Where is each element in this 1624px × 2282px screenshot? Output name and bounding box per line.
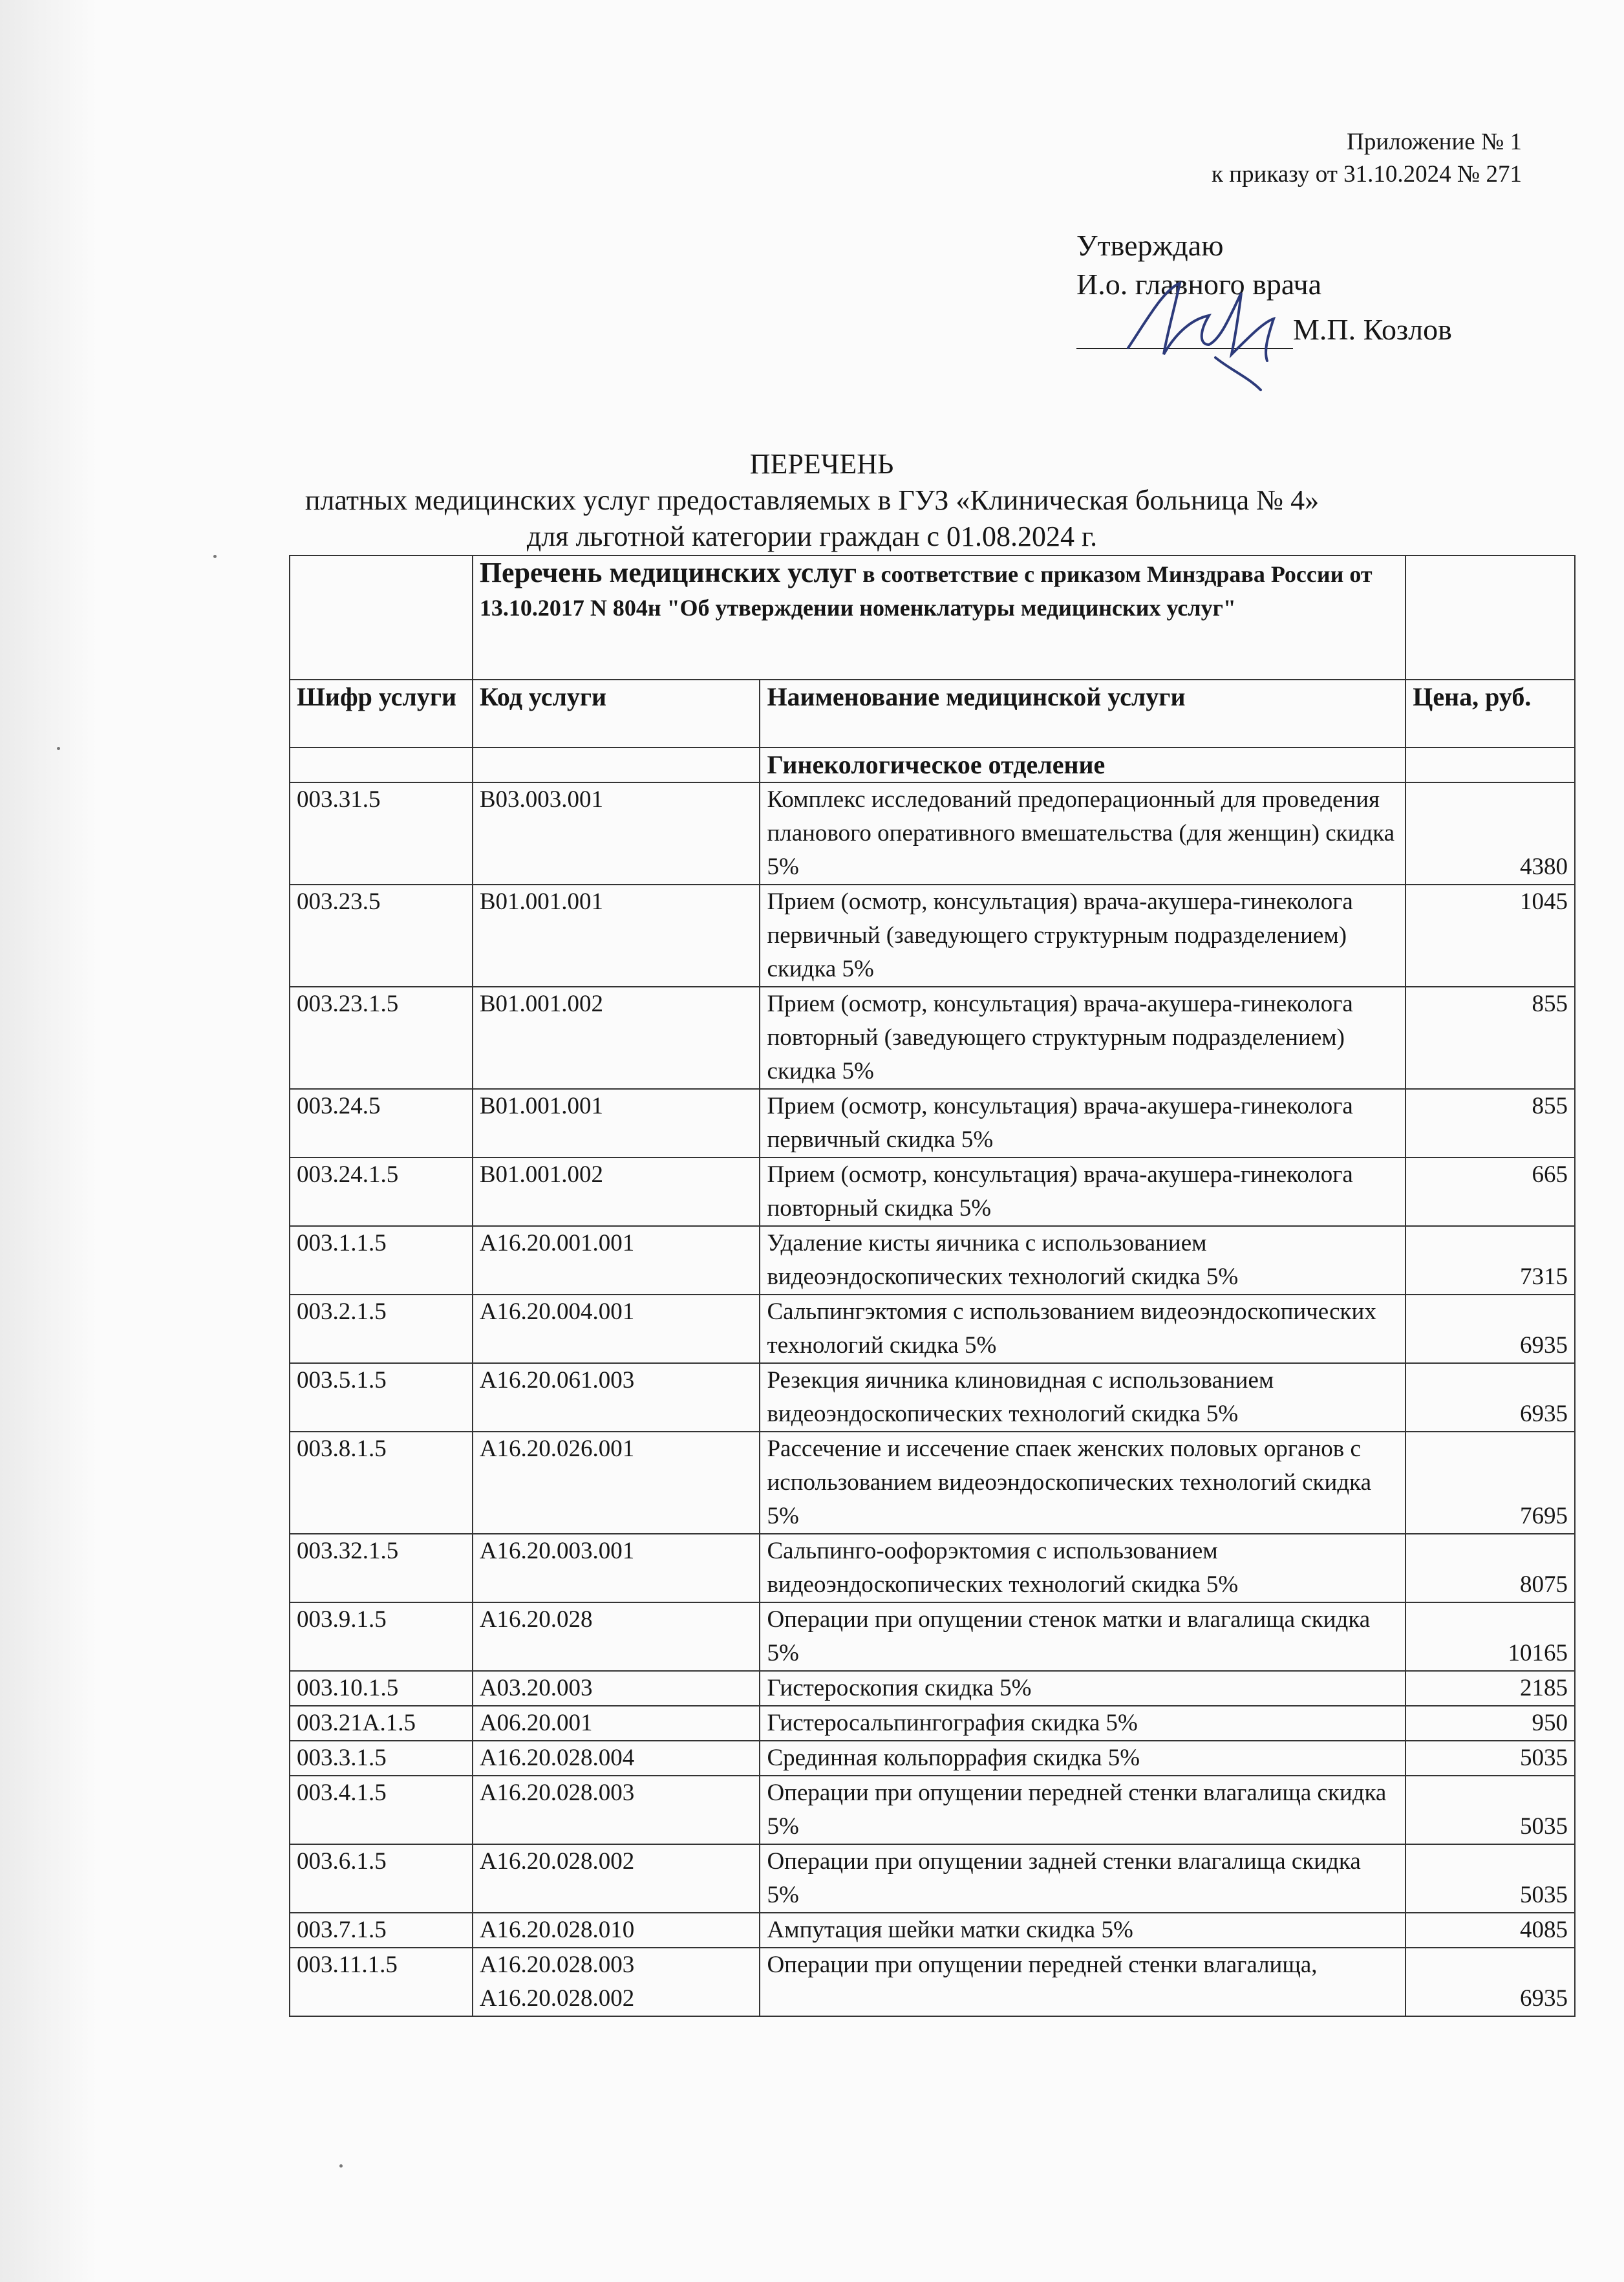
code-value: B03.003.001: [479, 786, 604, 813]
cell-cipher: 003.6.1.5: [290, 1844, 473, 1913]
code-value: A16.20.028.003: [479, 1952, 635, 1978]
cell-service-name: Рассечение и иссечение спаек женских половых органов с использованием видеоэндоскопических технологий скидка 5%: [760, 1432, 1405, 1534]
cell-cipher: 003.7.1.5: [290, 1913, 473, 1948]
cell-code: [473, 1602, 760, 1671]
col-header-cipher: Шифр услуги: [290, 680, 473, 748]
cell-price: 10165: [1405, 1602, 1575, 1671]
cell-service-name: Операции при опущении стенок матки и влагалища скидка 5%: [760, 1602, 1405, 1671]
table-row: [290, 1706, 1575, 1741]
annex-reference: [1212, 126, 1522, 191]
table-row: [290, 1671, 1575, 1706]
code-value: A16.20.001.001: [479, 1230, 635, 1256]
signature-line: [1076, 309, 1452, 349]
code-value: A16.20.004.001: [479, 1298, 635, 1325]
cell-price: 4085: [1405, 1913, 1575, 1948]
col-header-code: Код услуги: [473, 680, 760, 748]
table-row: [290, 1295, 1575, 1363]
annex-order: к приказу от 31.10.2024 № 271: [1212, 161, 1522, 188]
cell-cipher: 003.8.1.5: [290, 1432, 473, 1534]
scan-speck: [57, 747, 60, 750]
column-header-row: [290, 680, 1575, 748]
cell-price: 8075: [1405, 1534, 1575, 1602]
cell-cipher: 003.10.1.5: [290, 1671, 473, 1706]
cell-price: 7315: [1405, 1226, 1575, 1295]
title-heading: ПЕРЕЧЕНЬ: [749, 448, 894, 480]
signature-underline: [1076, 309, 1293, 349]
title-line-2: платных медицинских услуг предоставляемых в ГУЗ «Клиническая больница № 4»: [304, 484, 1320, 516]
col-header-name: Наименование медицинской услуги: [760, 680, 1405, 748]
table-row: [290, 782, 1575, 885]
scan-edge-shadow: [0, 0, 97, 2282]
cell-service-name: Сальпинго-оофорэктомия с использованием видеоэндоскопических технологий скидка 5%: [760, 1534, 1405, 1602]
section-title: Гинекологическое отделение: [760, 748, 1405, 782]
cell-service-name: Операции при опущении передней стенки влагалища скидка 5%: [760, 1776, 1405, 1844]
table-row: [290, 1432, 1575, 1534]
code-value: A16.20.028.003: [479, 1780, 635, 1806]
cell-code: [473, 1295, 760, 1363]
approve-word: Утверждаю: [1076, 229, 1224, 262]
cell-code: [473, 1534, 760, 1602]
table-row: [290, 1602, 1575, 1671]
code-value: A16.20.028.004: [479, 1745, 635, 1771]
code-value: A16.20.028: [479, 1606, 593, 1633]
code-value: A06.20.001: [479, 1710, 593, 1736]
cell-price: 4380: [1405, 782, 1575, 885]
table-row: [290, 1089, 1575, 1157]
cell-cipher: 003.31.5: [290, 782, 473, 885]
cell-service-name: Сальпингэктомия с использованием видеоэндоскопических технологий скидка 5%: [760, 1295, 1405, 1363]
cell-code: [473, 987, 760, 1089]
cell-service-name: Прием (осмотр, консультация) врача-акушера-гинеколога повторный (заведующего структурным подразделением) скидка 5%: [760, 987, 1405, 1089]
cell-price: 2185: [1405, 1671, 1575, 1706]
cell-code: [473, 1844, 760, 1913]
cell-cipher: 003.23.1.5: [290, 987, 473, 1089]
table-row: [290, 1157, 1575, 1226]
table-row: [290, 1844, 1575, 1913]
cell-cipher: 003.11.1.5: [290, 1948, 473, 2016]
approval-block: [1076, 226, 1452, 349]
cell-price: 855: [1405, 987, 1575, 1089]
handwritten-signature: [1102, 274, 1316, 396]
table-row: [290, 885, 1575, 987]
table-row: [290, 1913, 1575, 1948]
cell-cipher: 003.5.1.5: [290, 1363, 473, 1432]
code-value-2: A16.20.028.002: [479, 1985, 635, 2012]
cell-cipher: 003.3.1.5: [290, 1741, 473, 1776]
cell-service-name: Операции при опущении передней стенки влагалища,: [760, 1948, 1405, 2016]
cell-service-name: Прием (осмотр, консультация) врача-акушера-гинеколога первичный (заведующего структурным подразделением) скидка 5%: [760, 885, 1405, 987]
caption-main: Перечень медицинских услуг: [479, 557, 857, 588]
table-caption: [473, 555, 1405, 680]
code-value: A16.20.061.003: [479, 1367, 635, 1394]
scan-speck: [339, 2164, 343, 2168]
cell-service-name: Прием (осмотр, консультация) врача-акушера-гинеколога повторный скидка 5%: [760, 1157, 1405, 1226]
cell-cipher: 003.24.1.5: [290, 1157, 473, 1226]
cell-service-name: Срединная кольпоррафия скидка 5%: [760, 1741, 1405, 1776]
code-value: B01.001.002: [479, 991, 604, 1017]
cell-price: 6935: [1405, 1363, 1575, 1432]
cell-price: 6935: [1405, 1295, 1575, 1363]
cell-code: [473, 1432, 760, 1534]
price-table: [289, 555, 1576, 2017]
code-value: A16.20.026.001: [479, 1436, 635, 1462]
caption-rest: в соответствие с приказом Минздрава России от 13.10.2017 N 804н "Об утверждении номенклатуры медицинских услуг": [479, 561, 1373, 621]
cell-code: [473, 1948, 760, 2016]
cell-price: 950: [1405, 1706, 1575, 1741]
table-row: [290, 987, 1575, 1089]
table-row: [290, 1776, 1575, 1844]
col-header-price: Цена, руб.: [1405, 680, 1575, 748]
title-line-3: для льготной категории граждан с 01.08.2024 г.: [526, 521, 1098, 552]
cell-price: 5035: [1405, 1741, 1575, 1776]
table-row: [290, 1534, 1575, 1602]
annex-number: Приложение № 1: [1347, 129, 1522, 155]
cell-code: [473, 1363, 760, 1432]
section-row: [290, 748, 1575, 782]
cell-code: [473, 1157, 760, 1226]
cell-cipher: 003.1.1.5: [290, 1226, 473, 1295]
cell-code: [473, 1226, 760, 1295]
table-row: [290, 1948, 1575, 2016]
cell-service-name: Ампутация шейки матки скидка 5%: [760, 1913, 1405, 1948]
cell-price: 665: [1405, 1157, 1575, 1226]
table-row: [290, 1363, 1575, 1432]
cell-service-name: Резекция яичника клиновидная с использованием видеоэндоскопических технологий скидка 5%: [760, 1363, 1405, 1432]
cell-service-name: Комплекс исследований предоперационный для проведения планового оперативного вмешательства (для женщин) скидка 5%: [760, 782, 1405, 885]
approver-name: М.П. Козлов: [1293, 313, 1452, 346]
cell-code: [473, 1706, 760, 1741]
cell-cipher: 003.9.1.5: [290, 1602, 473, 1671]
cell-price: 855: [1405, 1089, 1575, 1157]
cell-cipher: 003.2.1.5: [290, 1295, 473, 1363]
table-caption-row: [290, 555, 1575, 680]
code-value: A03.20.003: [479, 1675, 593, 1701]
cell-cipher: 003.21A.1.5: [290, 1706, 473, 1741]
cell-service-name: Операции при опущении задней стенки влагалища скидка 5%: [760, 1844, 1405, 1913]
cell-cipher: 003.32.1.5: [290, 1534, 473, 1602]
cell-price: 5035: [1405, 1776, 1575, 1844]
cell-code: [473, 1671, 760, 1706]
code-value: B01.001.001: [479, 1093, 604, 1119]
cell-service-name: Удаление кисты яичника с использованием видеоэндоскопических технологий скидка 5%: [760, 1226, 1405, 1295]
cell-cipher: 003.23.5: [290, 885, 473, 987]
cell-service-name: Прием (осмотр, консультация) врача-акушера-гинеколога первичный скидка 5%: [760, 1089, 1405, 1157]
cell-price: 6935: [1405, 1948, 1575, 2016]
cell-cipher: 003.4.1.5: [290, 1776, 473, 1844]
cell-code: [473, 1089, 760, 1157]
table-row: [290, 1741, 1575, 1776]
code-value: A16.20.028.002: [479, 1848, 635, 1875]
code-value: A16.20.003.001: [479, 1538, 635, 1564]
cell-code: [473, 1741, 760, 1776]
code-value: A16.20.028.010: [479, 1917, 635, 1943]
cell-code: [473, 1776, 760, 1844]
cell-code: [473, 1913, 760, 1948]
cell-cipher: 003.24.5: [290, 1089, 473, 1157]
cell-code: [473, 885, 760, 987]
cell-service-name: Гистеросальпингография скидка 5%: [760, 1706, 1405, 1741]
table-row: [290, 1226, 1575, 1295]
scan-speck: [213, 555, 217, 558]
cell-price: 1045: [1405, 885, 1575, 987]
cell-code: [473, 782, 760, 885]
document-title: [0, 446, 1624, 555]
cell-service-name: Гистероскопия скидка 5%: [760, 1671, 1405, 1706]
cell-price: 5035: [1405, 1844, 1575, 1913]
code-value: B01.001.002: [479, 1161, 604, 1188]
cell-price: 7695: [1405, 1432, 1575, 1534]
approver-position: И.о. главного врача: [1076, 268, 1322, 301]
code-value: B01.001.001: [479, 888, 604, 915]
